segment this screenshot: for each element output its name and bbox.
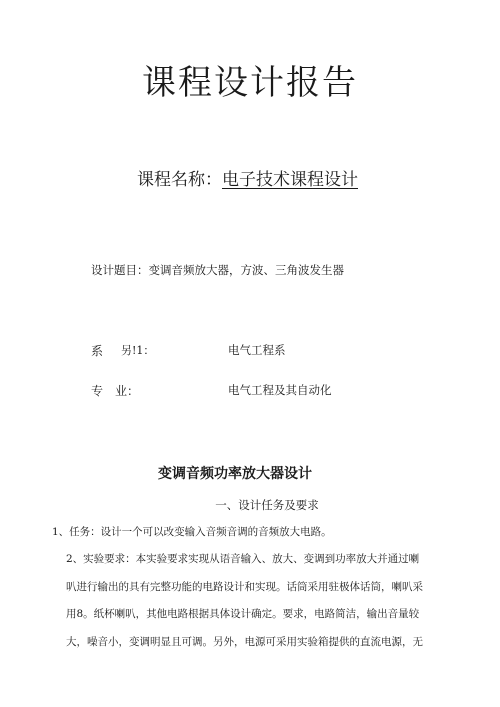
paragraph-line: 用8。纸杯喇叭，其他电路根据具体设计确定。要求，电路简洁，输出音量较	[66, 608, 420, 620]
section-title-text: 变调音频功率放大器设计	[158, 466, 312, 482]
paragraph-line: 叭进行输出的具有完整功能的电路设计和实现。话筒采用驻极体话筒，喇叭采	[66, 581, 423, 593]
design-topic-label: 设计题目：	[91, 263, 149, 277]
course-name-line	[137, 165, 358, 190]
department-value: 电气工程系	[228, 343, 286, 357]
major-label: 专 业：	[91, 384, 140, 398]
department-label: 系	[91, 344, 104, 358]
paragraph-line: 1、任务：设计一个可以改变输入音频音调的音频放大电路。	[52, 526, 332, 538]
subsection-title	[0, 497, 500, 513]
paragraph-line: 大，噪音小，变调明显且可调。另外，电源可采用实验箱提供的直流电源，无	[66, 636, 423, 648]
department-sub-label: 另!1：	[121, 344, 155, 357]
subsection-title-text: 一、设计任务及要求	[215, 498, 319, 512]
paragraph-line: 2、实验要求：本实验要求实现从语音输入、放大、变调到功率放大并通过喇	[66, 553, 420, 565]
design-topic-value: 变调音频放大器，方波、三角波发生器	[148, 263, 344, 277]
course-name-label: 课程名称：	[137, 170, 222, 190]
major-value: 电气工程及其自动化	[228, 383, 332, 397]
design-topic-line	[91, 262, 344, 278]
report-title: 课程设计报告	[142, 63, 358, 103]
course-name-value: 电子技术课程设计	[222, 170, 358, 190]
section-title	[0, 463, 500, 483]
